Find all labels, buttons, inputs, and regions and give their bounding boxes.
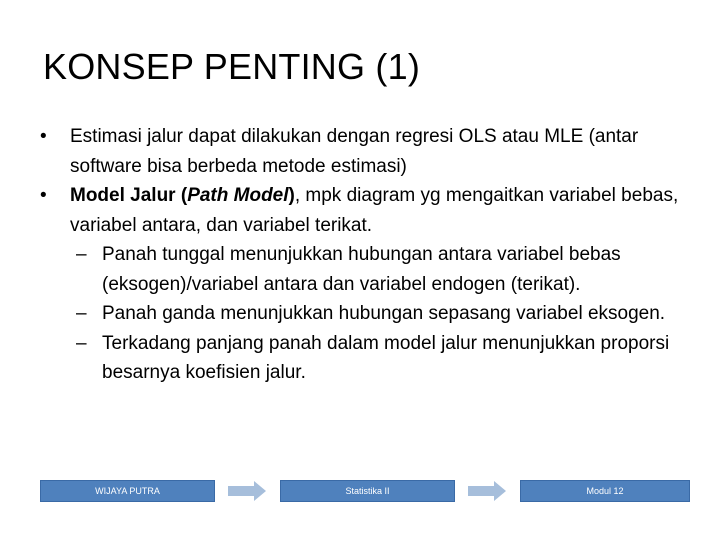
sub-bullet-text: Panah ganda menunjukkan hubungan sepasang variabel eksogen. xyxy=(102,303,666,324)
sub-bullet-text: Terkadang panjang panah dalam model jalur menunjukkan proporsi besarnya koefisien jalur. xyxy=(102,332,670,383)
bullet-item xyxy=(40,181,690,240)
bullet-marker: • xyxy=(40,126,47,147)
bullet-marker: • xyxy=(40,185,47,206)
sub-bullet-marker: – xyxy=(76,332,87,354)
footer-author-label: WIJAYA PUTRA xyxy=(95,486,160,496)
sub-bullet-item xyxy=(40,299,690,329)
bullet-text: Estimasi jalur dapat dilakukan dengan regresi OLS atau MLE (antar software bisa berbeda metode estimasi) xyxy=(70,126,639,177)
bullet-item xyxy=(40,122,690,181)
sub-bullet-marker: – xyxy=(76,244,87,265)
footer-arrow-icon xyxy=(468,481,506,501)
footer-course-label: Statistika II xyxy=(345,486,390,496)
footer-arrow-icon xyxy=(228,481,266,501)
footer-course-box xyxy=(280,480,455,502)
footer-author-box xyxy=(40,480,215,502)
sub-bullet-marker: – xyxy=(76,303,87,324)
bullet-text: , mpk diagram yg mengaitkan variabel bebas, variabel antara, dan variabel terikat. xyxy=(70,185,679,236)
footer-module-label: Modul 12 xyxy=(586,486,624,496)
slide-content xyxy=(40,122,690,388)
sub-bullet-item xyxy=(40,240,690,299)
slide-title: KONSEP PENTING (1) xyxy=(43,46,421,87)
sub-bullet-text: Panah tunggal menunjukkan hubungan antara variabel bebas (eksogen)/variabel antara dan variabel endogen (terikat). xyxy=(102,244,621,295)
bullet-bold-text: Model Jalur ( xyxy=(70,185,188,206)
footer-bar xyxy=(0,480,720,502)
bullet-bold-italic-text: Path Model xyxy=(187,185,289,206)
bullet-bold-text-close: ) xyxy=(288,185,295,206)
footer-module-box xyxy=(520,480,690,502)
sub-bullet-item xyxy=(40,329,690,388)
